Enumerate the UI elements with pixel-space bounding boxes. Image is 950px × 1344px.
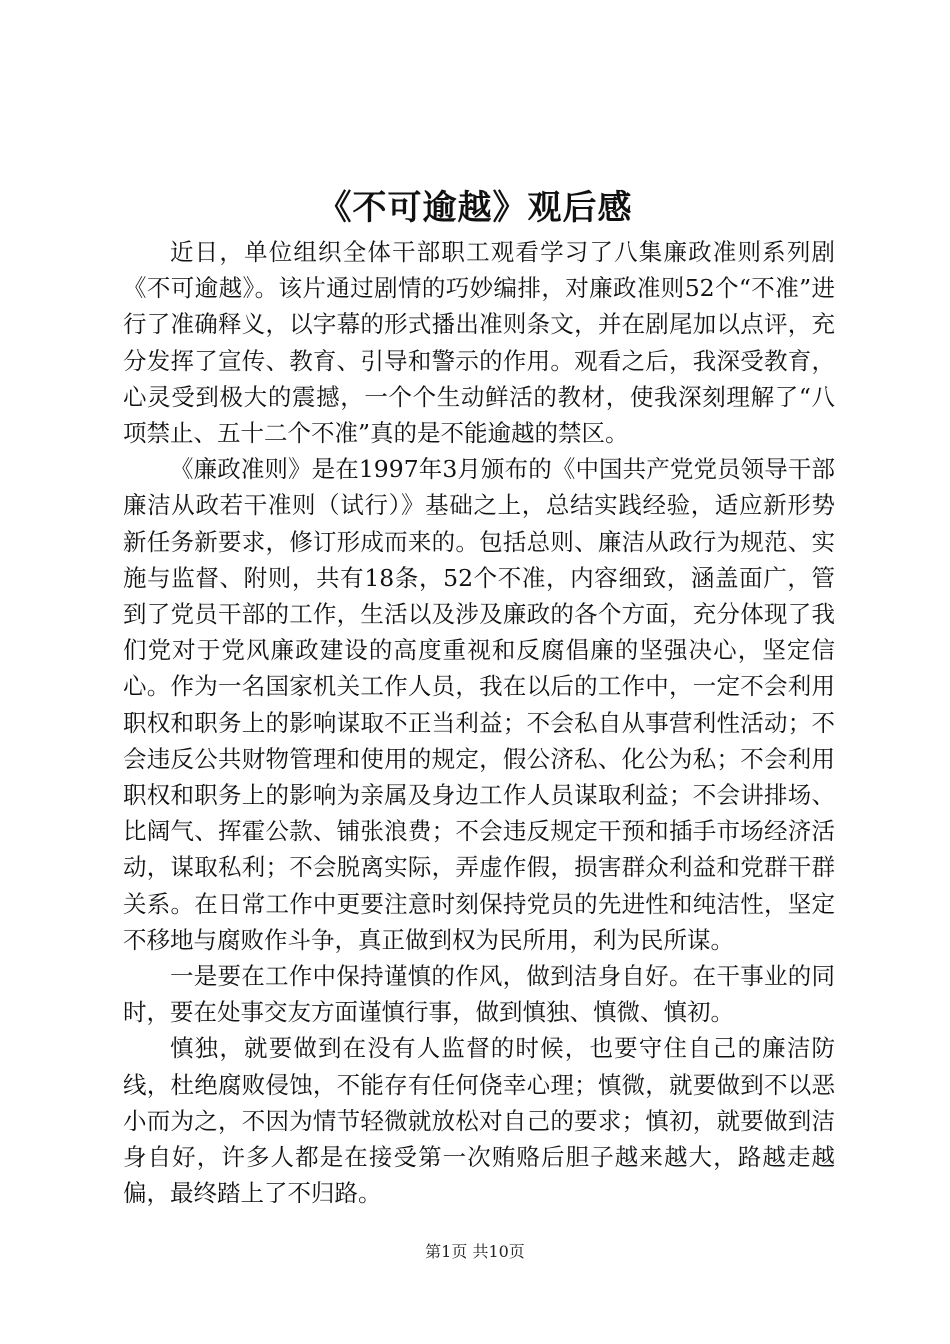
paragraph-1: 近日，单位组织全体干部职工观看学习了八集廉政准则系列剧《不可逾越》。该片通过剧情的巧妙编排，对廉政准则52个“不准”进行了准确释义，以字幕的形式播出准则条文，并在剧尾加以点评，充分发挥了宣传、教育、引导和警示的作用。观看之后，我深受教育，心灵受到极大的震撼，一个个生动鲜活的教材，使我深刻理解了“八项禁止、五十二个不准”真的是不能逾越的禁区。 [123,238,835,448]
page-footer: 第1页 共10页 [425,1242,525,1261]
paragraph-2: 《廉政准则》是在1997年3月颁布的《中国共产党党员领导干部廉洁从政若干准则（试行）》基础之上，总结实践经验，适应新形势新任务新要求，修订形成而来的。包括总则、廉洁从政行为规范、实施与监督、附则，共有18条，52个不准，内容细致，涵盖面广，管到了党员干部的工作，生活以及涉及廉政的各个方面，充分体现了我们党对于党风廉政建设的高度重视和反腐倡廉的坚强决心，坚定信心。作为一名国家机关工作人员，我在以后的工作中，一定不会利用职权和职务上的影响谋取不正当利益；不会私自从事营利性活动；不会违反公共财物管理和使用的规定，假公济私、化公为私；不会利用职权和职务上的影响为亲属及身边工作人员谋取利益；不会讲排场、比阔气、挥霍公款、铺张浪费；不会违反规定干预和插手市场经济活动，谋取私利；不会脱离实际，弄虚作假，损害群众利益和党群干群关系。在日常工作中更要注意时刻保持党员的先进性和纯洁性，坚定不移地与腐败作斗争，真正做到权为民所用，利为民所谋。 [123,455,835,954]
paragraph-3: 一是要在工作中保持谨慎的作风，做到洁身自好。在干事业的同时，要在处事交友方面谨慎行事，做到慎独、慎微、慎初。 [123,962,835,1027]
document-body [123,234,835,1211]
document-title: 《不可逾越》观后感 [317,188,633,228]
paragraph-4: 慎独，就要做到在没有人监督的时候，也要守住自己的廉洁防线，杜绝腐败侵蚀，不能存有任何侥幸心理；慎微，就要做到不以恶小而为之，不因为情节轻微就放松对自己的要求；慎初，就要做到洁身自好，许多人都是在接受第一次贿赂后胆子越来越大，路越走越偏，最终踏上了不归路。 [123,1034,835,1208]
